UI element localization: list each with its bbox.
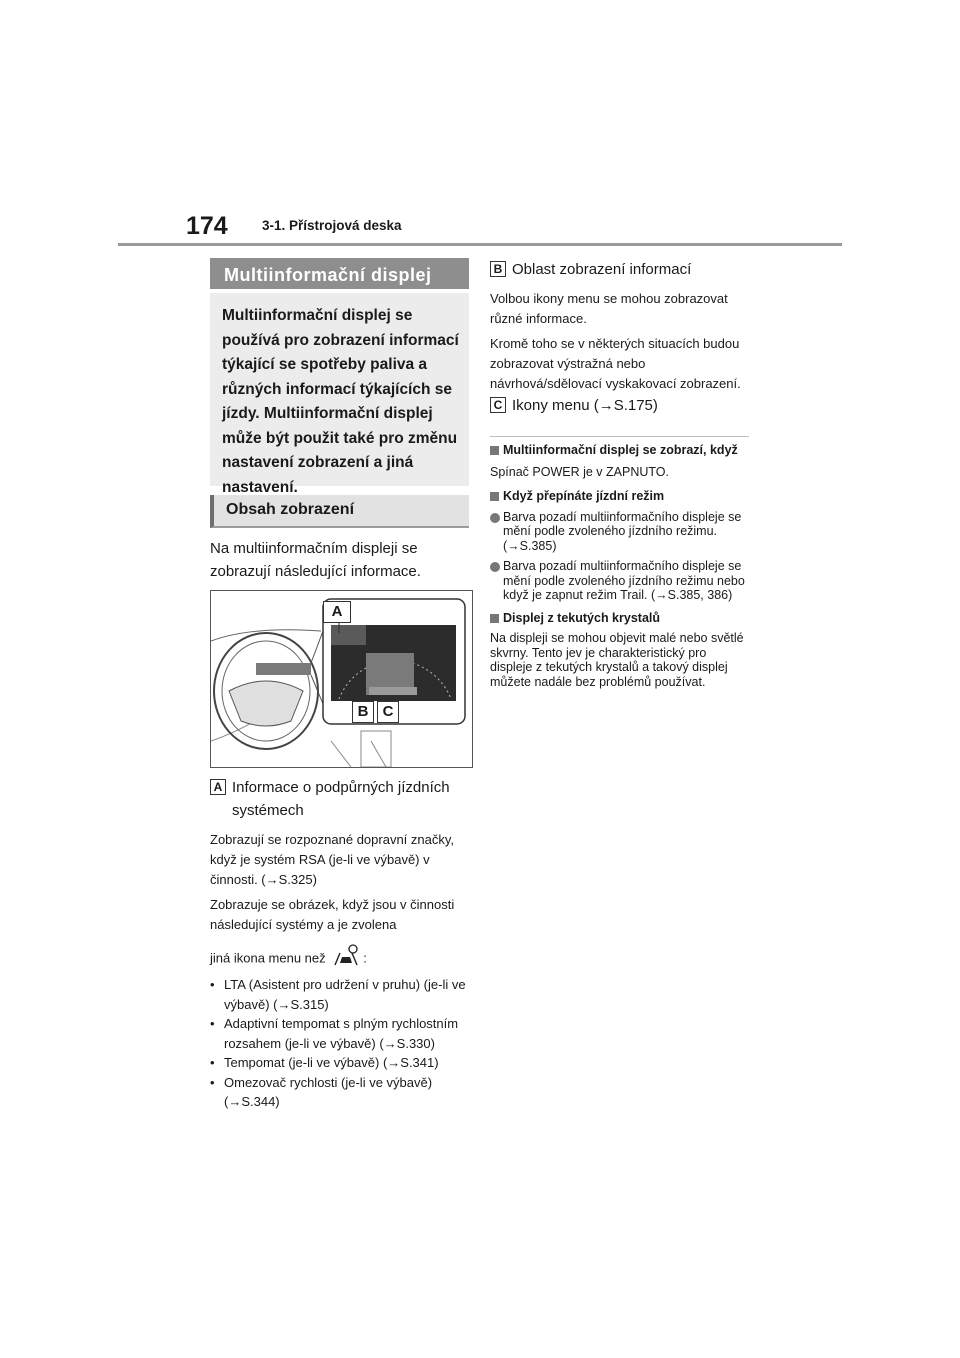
item-a bbox=[210, 776, 472, 1112]
note-text: Spínač POWER je v ZAPNUTO. bbox=[490, 464, 669, 479]
intro-box bbox=[210, 293, 469, 496]
note-heading-text: Multiinformační displej se zobrazí, když bbox=[503, 443, 738, 457]
bullet-text: Omezovač rychlosti (je-li ve výbavě) (→S.344) bbox=[224, 1074, 433, 1109]
callout-c: C bbox=[377, 701, 399, 723]
item-c-title: Ikony menu (→S.175) bbox=[512, 397, 658, 414]
dashboard-figure bbox=[210, 590, 473, 768]
note-circle-item bbox=[490, 510, 752, 554]
item-b bbox=[490, 258, 752, 394]
note-heading bbox=[490, 443, 752, 458]
driving-assist-icon bbox=[331, 943, 361, 975]
subsection-title-bar bbox=[210, 495, 469, 528]
subsection-title: Obsah zobrazení bbox=[226, 501, 355, 518]
section-title-bar bbox=[210, 258, 469, 289]
page-number: 174 bbox=[186, 212, 228, 240]
notes-rule bbox=[490, 436, 749, 437]
item-b-p2: Kromě toho se v některých situacích budou zobrazovat výstražná nebo návrhová/sdělovací vyskakovací zobrazení. bbox=[490, 336, 741, 391]
item-b-p1: Volbou ikony menu se mohou zobrazovat různé informace. bbox=[490, 291, 728, 326]
bullet-item: • Tempomat (je-li ve výbavě) (→S.341) bbox=[210, 1055, 439, 1070]
item-c bbox=[490, 394, 752, 417]
item-b-letter: B bbox=[490, 261, 506, 277]
note-circle-text: Barva pozadí multiinformačního displeje se mění podle zvoleného jízdního režimu nebo když je zapnut režim Trail. (→S.385, 386) bbox=[503, 559, 745, 602]
bullet-text: Tempomat (je-li ve výbavě) (→S.341) bbox=[224, 1055, 439, 1070]
item-a-letter: A bbox=[210, 779, 226, 795]
item-c-letter: C bbox=[490, 397, 506, 413]
bullet-text: Adaptivní tempomat s plným rychlostním rozsahem (je-li ve výbavě) (→S.330) bbox=[224, 1016, 459, 1051]
bullet-item: • LTA (Asistent pro udržení v pruhu) (je-li ve výbavě) (→S.315) bbox=[210, 977, 466, 1012]
note-text: Na displeji se mohou objevit malé nebo světlé skvrny. Tento jev je charakteristický pro displeje z tekutých krystalů a takový displej můžete nadále bez problémů používat. bbox=[490, 631, 744, 689]
item-b-title: Oblast zobrazení informací bbox=[512, 261, 692, 278]
note-circle-item bbox=[490, 559, 752, 603]
bullet-item: • Adaptivní tempomat s plným rychlostním rozsahem (je-li ve výbavě) (→S.330) bbox=[210, 1016, 459, 1051]
note-heading bbox=[490, 611, 752, 626]
bullet-text: LTA (Asistent pro udržení v pruhu) (je-li ve výbavě) (→S.315) bbox=[224, 977, 466, 1012]
callout-b: B bbox=[352, 701, 374, 723]
lead-text: Na multiinformačním displeji se zobrazují následující informace. bbox=[210, 540, 421, 580]
item-a-p3-end: : bbox=[363, 950, 367, 966]
note-heading bbox=[490, 489, 752, 504]
section-title: Multiinformační displej bbox=[224, 265, 432, 285]
callout-a: A bbox=[323, 601, 351, 623]
item-a-p1: Zobrazují se rozpoznané dopravní značky, když je systém RSA (je-li ve výbavě) v činnosti. (→S.325) bbox=[210, 832, 455, 887]
header-rule bbox=[118, 243, 842, 246]
note-circle-text: Barva pozadí multiinformačního displeje se mění podle zvoleného jízdního režimu. (→S.385) bbox=[503, 509, 742, 553]
item-a-p2: Zobrazuje se obrázek, když jsou v činnosti následující systémy a je zvolena bbox=[210, 897, 455, 932]
chapter-title: 3-1. Přístrojová deska bbox=[262, 218, 402, 233]
note-heading-text: Když přepínáte jízdní režim bbox=[503, 489, 665, 503]
item-a-p3: jiná ikona menu než bbox=[210, 950, 326, 966]
intro-text: Multiinformační displej se používá pro zobrazení informací týkající se spotřeby paliva a různých informací týkajících se jízdy. Multiinformační displej může být použit také pro změnu nastavení zobrazení a jiná nastavení. bbox=[222, 307, 459, 496]
item-a-bullets bbox=[210, 975, 472, 1112]
bullet-item: • Omezovač rychlosti (je-li ve výbavě) (→S.344) bbox=[210, 1074, 433, 1109]
notes bbox=[490, 443, 752, 689]
note-heading-text: Displej z tekutých krystalů bbox=[503, 610, 661, 625]
item-a-title: Informace o podpůrných jízdních systémech bbox=[232, 779, 450, 819]
